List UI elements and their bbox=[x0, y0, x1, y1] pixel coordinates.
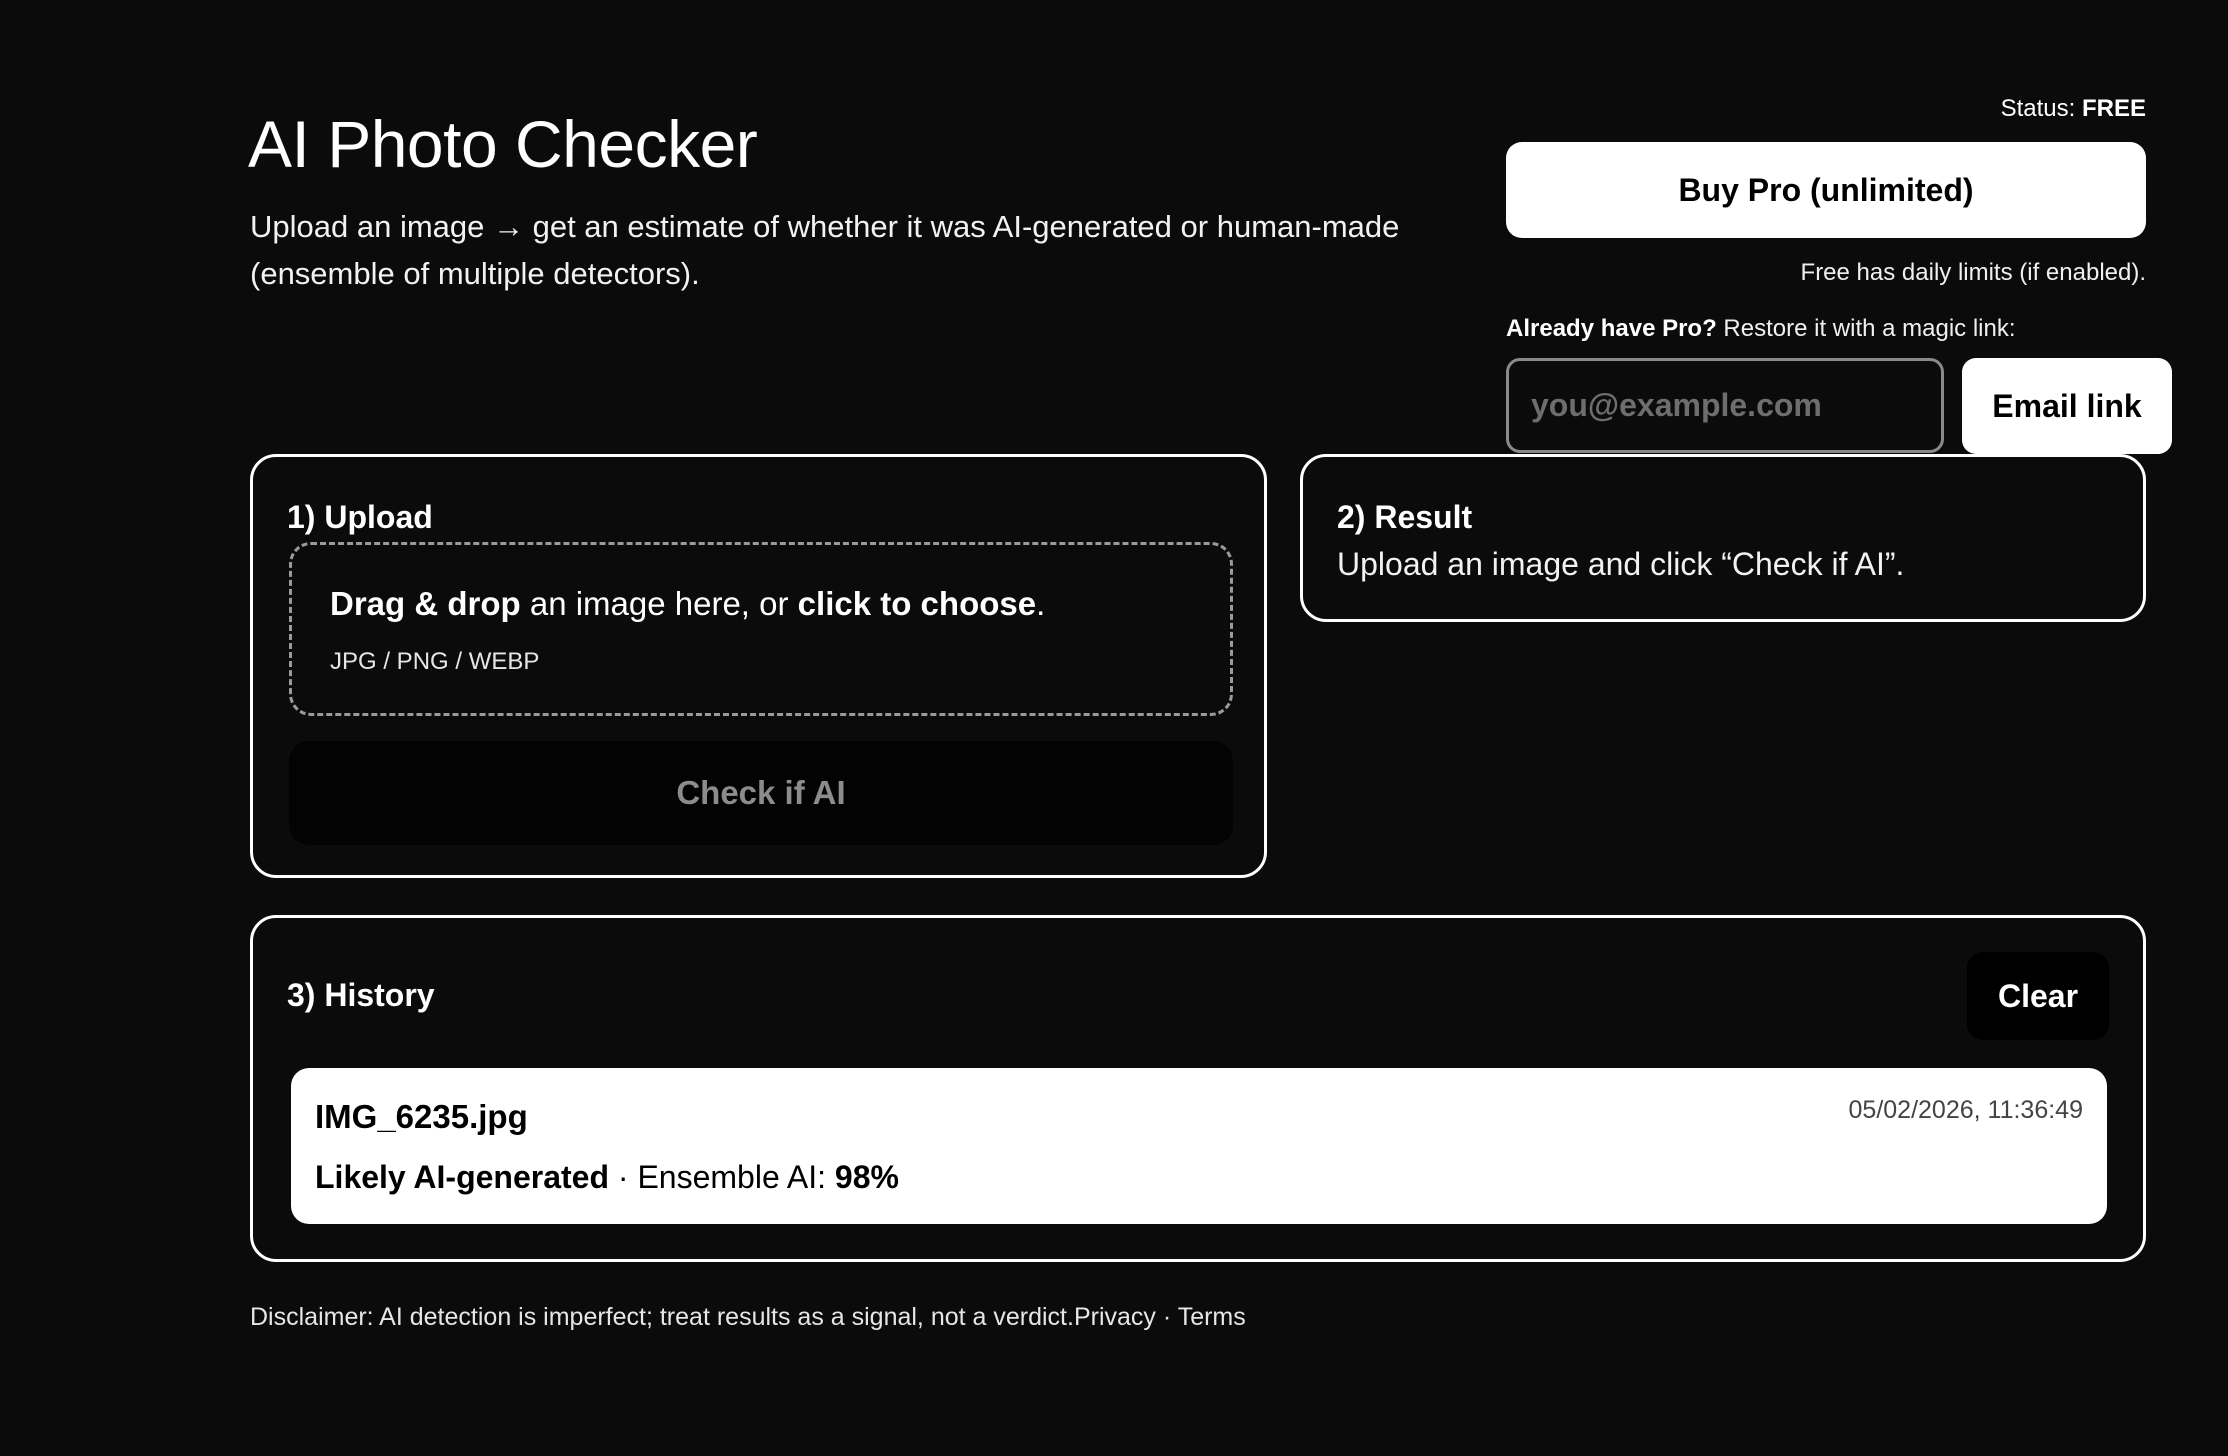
history-filename: IMG_6235.jpg bbox=[315, 1098, 528, 1135]
status-badge: FREE bbox=[2081, 95, 2146, 122]
result-message: Upload an image and click “Check if AI”. bbox=[1337, 546, 1905, 582]
restore-pro-prompt bbox=[1506, 314, 2016, 344]
history-separator: · Ensemble AI: bbox=[609, 1159, 835, 1195]
history-result bbox=[315, 1156, 899, 1198]
drop-bold-choose: click to choose bbox=[797, 585, 1037, 622]
check-if-ai-button[interactable]: Check if AI bbox=[289, 741, 1233, 845]
free-limits-note: Free has daily limits (if enabled). bbox=[1800, 259, 2146, 286]
history-verdict: Likely AI-generated bbox=[315, 1159, 610, 1195]
upload-panel bbox=[250, 454, 1267, 878]
accepted-formats: JPG / PNG / WEBP bbox=[330, 648, 540, 675]
upload-panel-title: 1) Upload bbox=[287, 499, 433, 535]
page-title: AI Photo Checker bbox=[248, 107, 758, 181]
privacy-link[interactable]: Privacy bbox=[1073, 1303, 1156, 1331]
drop-text-end: . bbox=[1036, 585, 1046, 622]
buy-pro-button[interactable]: Buy Pro (unlimited) bbox=[1506, 142, 2146, 238]
email-link-button[interactable]: Email link bbox=[1962, 358, 2172, 454]
history-panel-title: 3) History bbox=[287, 977, 435, 1013]
history-timestamp: 05/02/2026, 11:36:49 bbox=[1848, 1096, 2083, 1124]
restore-pro-bold: Already have Pro? bbox=[1506, 315, 1717, 342]
email-field[interactable] bbox=[1506, 358, 1944, 453]
footer bbox=[250, 1302, 1246, 1332]
status-label: Status: bbox=[2000, 95, 2076, 122]
drop-text-middle: an image here, or bbox=[520, 585, 798, 622]
dropzone-instructions bbox=[330, 583, 1045, 625]
footer-separator: · bbox=[1155, 1303, 1178, 1331]
history-panel bbox=[250, 915, 2146, 1262]
clear-history-button[interactable]: Clear bbox=[1967, 952, 2109, 1040]
history-score: 98% bbox=[834, 1159, 899, 1195]
restore-pro-text: Restore it with a magic link: bbox=[1723, 315, 2016, 342]
account-status bbox=[2001, 94, 2146, 124]
disclaimer-text: Disclaimer: AI detection is imperfect; treat results as a signal, not a verdict. bbox=[250, 1303, 1074, 1331]
page-subtitle: Upload an image → get an estimate of whether it was AI-generated or human-made (ensemble of multiple detectors). bbox=[250, 209, 1400, 291]
result-panel bbox=[1300, 454, 2146, 622]
terms-link[interactable]: Terms bbox=[1177, 1303, 1246, 1331]
image-dropzone[interactable] bbox=[289, 542, 1233, 716]
drop-bold-drag: Drag & drop bbox=[330, 585, 521, 622]
result-panel-title: 2) Result bbox=[1337, 499, 1473, 535]
history-list-item[interactable] bbox=[291, 1068, 2107, 1224]
